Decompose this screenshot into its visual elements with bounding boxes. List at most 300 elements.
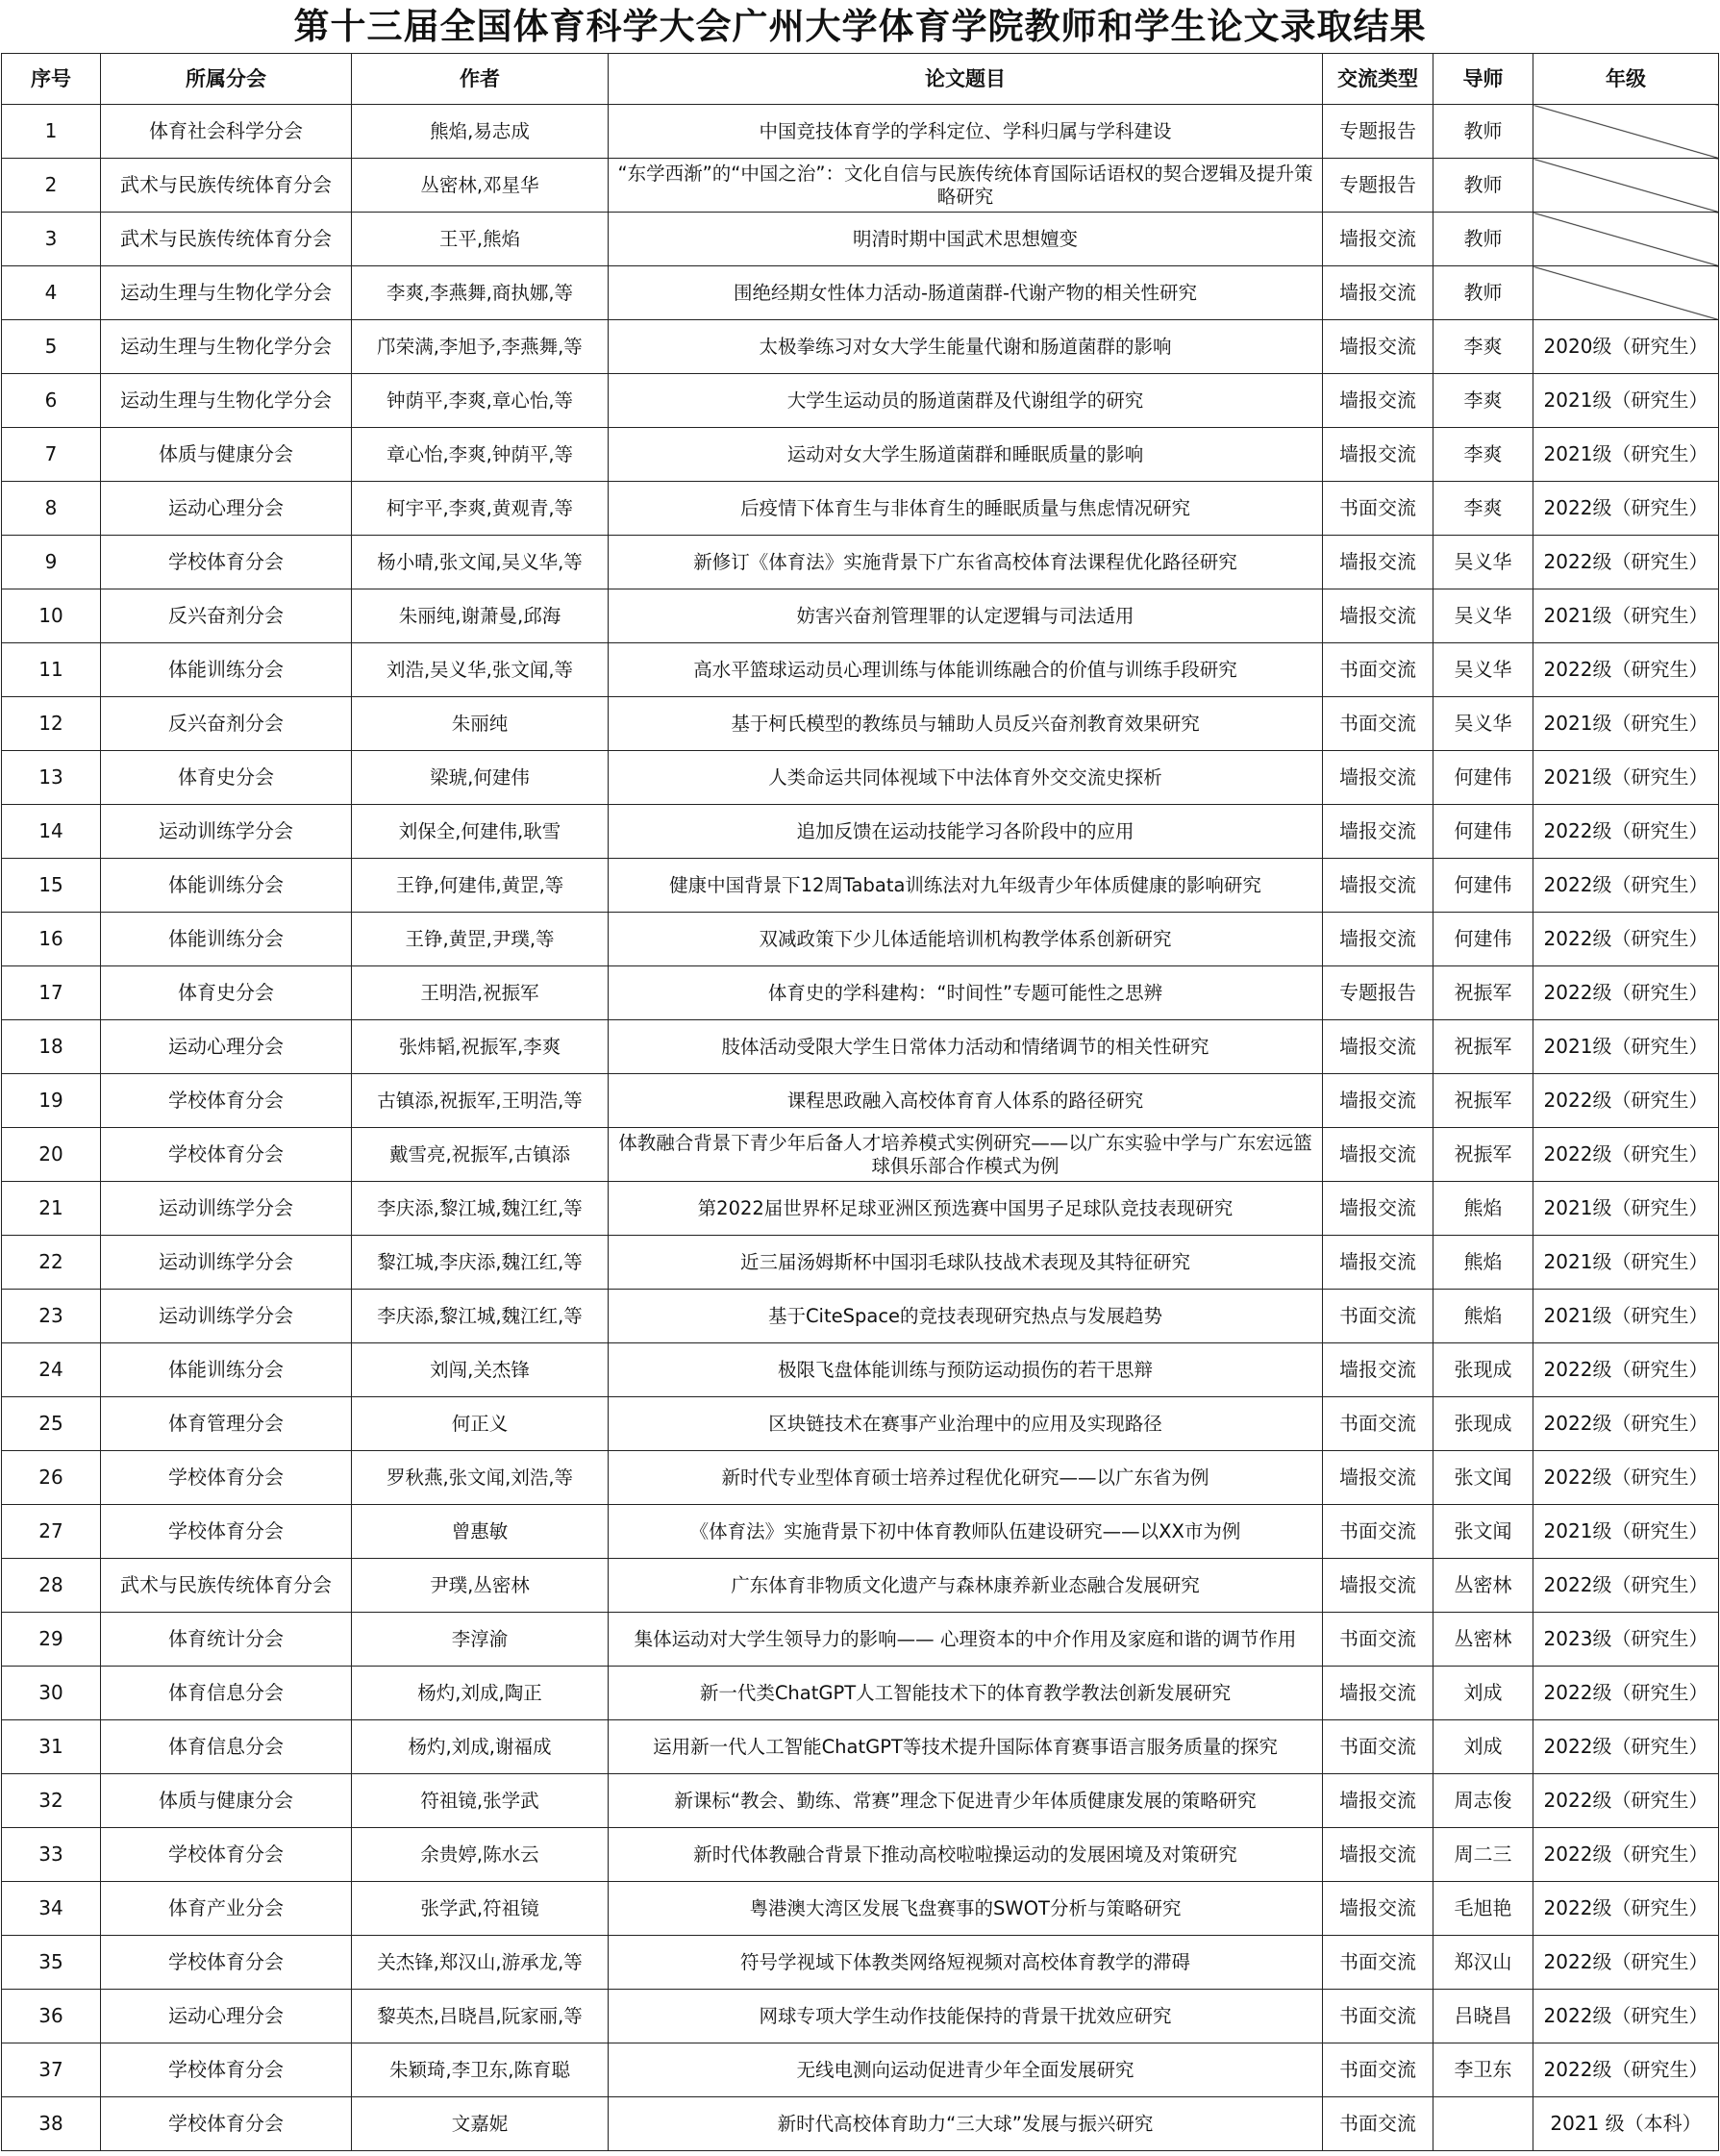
cell-branch: 运动心理分会: [101, 1020, 352, 1074]
cell-type: 墙报交流: [1323, 589, 1433, 643]
table-row: [2, 697, 1719, 751]
table-row: [2, 2043, 1719, 2097]
table-row: [2, 1990, 1719, 2043]
cell-authors: 曾惠敏: [352, 1505, 609, 1559]
table-row: [2, 643, 1719, 697]
cell-no: 29: [2, 1613, 101, 1667]
cell-authors: 杨小晴,张文闻,吴义华,等: [352, 536, 609, 589]
cell-no: 31: [2, 1720, 101, 1774]
cell-title: 体育史的学科建构：“时间性”专题可能性之思辨: [609, 966, 1323, 1020]
cell-no: 38: [2, 2097, 101, 2151]
cell-type: 墙报交流: [1323, 213, 1433, 266]
cell-branch: 学校体育分会: [101, 1074, 352, 1128]
cell-authors: 朱丽纯,谢萧曼,邱海: [352, 589, 609, 643]
table-row: [2, 1343, 1719, 1397]
cell-title: 近三届汤姆斯杯中国羽毛球队技战术表现及其特征研究: [609, 1236, 1323, 1290]
cell-type: 墙报交流: [1323, 1828, 1433, 1882]
cell-branch: 学校体育分会: [101, 1828, 352, 1882]
cell-advisor: 祝振军: [1433, 1020, 1533, 1074]
cell-advisor: 刘成: [1433, 1720, 1533, 1774]
cell-title: 无线电测向运动促进青少年全面发展研究: [609, 2043, 1323, 2097]
cell-no: 36: [2, 1990, 101, 2043]
cell-branch: 反兴奋剂分会: [101, 589, 352, 643]
cell-grade: 2022级（研究生）: [1533, 859, 1719, 913]
cell-title: 粤港澳大湾区发展飞盘赛事的SWOT分析与策略研究: [609, 1882, 1323, 1936]
cell-title: 广东体育非物质文化遗产与森林康养新业态融合发展研究: [609, 1559, 1323, 1613]
table-row: [2, 159, 1719, 213]
cell-branch: 体育产业分会: [101, 1882, 352, 1936]
cell-grade: 2021级（研究生）: [1533, 428, 1719, 482]
cell-branch: 学校体育分会: [101, 536, 352, 589]
cell-advisor: 张现成: [1433, 1343, 1533, 1397]
cell-advisor: 何建伟: [1433, 805, 1533, 859]
table-row: [2, 805, 1719, 859]
cell-type: 墙报交流: [1323, 1774, 1433, 1828]
cell-advisor: 郑汉山: [1433, 1936, 1533, 1990]
cell-grade: 2022级（研究生）: [1533, 2043, 1719, 2097]
cell-no: 10: [2, 589, 101, 643]
cell-authors: 杨灼,刘成,谢福成: [352, 1720, 609, 1774]
cell-advisor: 毛旭艳: [1433, 1882, 1533, 1936]
cell-title: 新修订《体育法》实施背景下广东省高校体育法课程优化路径研究: [609, 536, 1323, 589]
cell-no: 23: [2, 1290, 101, 1343]
cell-grade: 2021级（研究生）: [1533, 374, 1719, 428]
table-row: [2, 1128, 1719, 1182]
cell-advisor: 吴义华: [1433, 536, 1533, 589]
header-grade: 年级: [1533, 54, 1719, 105]
cell-authors: 李爽,李燕舞,商执娜,等: [352, 266, 609, 320]
table-row: [2, 1936, 1719, 1990]
cell-title: 运动对女大学生肠道菌群和睡眠质量的影响: [609, 428, 1323, 482]
table-row: [2, 374, 1719, 428]
cell-title: 《体育法》实施背景下初中体育教师队伍建设研究——以XX市为例: [609, 1505, 1323, 1559]
results-table: [1, 53, 1719, 2151]
cell-branch: 体育信息分会: [101, 1720, 352, 1774]
cell-branch: 运动训练学分会: [101, 1290, 352, 1343]
cell-no: 34: [2, 1882, 101, 1936]
table-row: [2, 1882, 1719, 1936]
cell-no: 8: [2, 482, 101, 536]
cell-type: 专题报告: [1323, 966, 1433, 1020]
cell-no: 30: [2, 1667, 101, 1720]
cell-authors: 关杰锋,郑汉山,游承龙,等: [352, 1936, 609, 1990]
cell-grade: 2022级（研究生）: [1533, 1882, 1719, 1936]
cell-authors: 黎江城,李庆添,魏江红,等: [352, 1236, 609, 1290]
cell-grade: 2022级（研究生）: [1533, 1343, 1719, 1397]
cell-branch: 体能训练分会: [101, 913, 352, 966]
cell-advisor: 吴义华: [1433, 589, 1533, 643]
cell-grade: 2022级（研究生）: [1533, 482, 1719, 536]
cell-advisor: 张现成: [1433, 1397, 1533, 1451]
cell-branch: 运动生理与生物化学分会: [101, 320, 352, 374]
cell-authors: 王铮,黄罡,尹璞,等: [352, 913, 609, 966]
cell-branch: 反兴奋剂分会: [101, 697, 352, 751]
cell-branch: 体育统计分会: [101, 1613, 352, 1667]
cell-authors: 章心怡,李爽,钟荫平,等: [352, 428, 609, 482]
cell-title: 太极拳练习对女大学生能量代谢和肠道菌群的影响: [609, 320, 1323, 374]
cell-title: 极限飞盘体能训练与预防运动损伤的若干思辩: [609, 1343, 1323, 1397]
cell-branch: 体育史分会: [101, 751, 352, 805]
cell-title: 新一代类ChatGPT人工智能技术下的体育教学教法创新发展研究: [609, 1667, 1323, 1720]
cell-advisor: 刘成: [1433, 1667, 1533, 1720]
header-title: 论文题目: [609, 54, 1323, 105]
cell-advisor: 李爽: [1433, 482, 1533, 536]
cell-title: 运用新一代人工智能ChatGPT等技术提升国际体育赛事语言服务质量的探究: [609, 1720, 1323, 1774]
cell-type: 书面交流: [1323, 1397, 1433, 1451]
cell-no: 37: [2, 2043, 101, 2097]
cell-authors: 尹璞,丛密林: [352, 1559, 609, 1613]
cell-grade: 2021级（研究生）: [1533, 751, 1719, 805]
cell-authors: 黎英杰,吕晓昌,阮家丽,等: [352, 1990, 609, 2043]
cell-advisor: 周志俊: [1433, 1774, 1533, 1828]
cell-type: 墙报交流: [1323, 805, 1433, 859]
cell-no: 22: [2, 1236, 101, 1290]
cell-title: 新课标“教会、勤练、常赛”理念下促进青少年体质健康发展的策略研究: [609, 1774, 1323, 1828]
cell-title: 健康中国背景下12周Tabata训练法对九年级青少年体质健康的影响研究: [609, 859, 1323, 913]
table-row: [2, 1667, 1719, 1720]
cell-authors: 李淳渝: [352, 1613, 609, 1667]
cell-authors: 刘浩,吴义华,张文闻,等: [352, 643, 609, 697]
cell-type: 书面交流: [1323, 1505, 1433, 1559]
cell-type: 墙报交流: [1323, 913, 1433, 966]
table-row: [2, 1397, 1719, 1451]
cell-type: 专题报告: [1323, 159, 1433, 213]
cell-branch: 运动生理与生物化学分会: [101, 374, 352, 428]
cell-title: 明清时期中国武术思想嬗变: [609, 213, 1323, 266]
cell-authors: 王明浩,祝振军: [352, 966, 609, 1020]
cell-branch: 学校体育分会: [101, 1451, 352, 1505]
cell-advisor: 吴义华: [1433, 697, 1533, 751]
cell-no: 33: [2, 1828, 101, 1882]
cell-type: 墙报交流: [1323, 536, 1433, 589]
cell-no: 9: [2, 536, 101, 589]
cell-branch: 武术与民族传统体育分会: [101, 159, 352, 213]
cell-branch: 学校体育分会: [101, 1936, 352, 1990]
cell-type: 墙报交流: [1323, 1882, 1433, 1936]
table-row: [2, 213, 1719, 266]
cell-authors: 刘闯,关杰锋: [352, 1343, 609, 1397]
cell-advisor: 张文闻: [1433, 1451, 1533, 1505]
cell-branch: 学校体育分会: [101, 2097, 352, 2151]
page-title: 第十三届全国体育科学大会广州大学体育学院教师和学生论文录取结果: [293, 5, 1427, 47]
cell-type: 书面交流: [1323, 643, 1433, 697]
cell-no: 7: [2, 428, 101, 482]
cell-type: 墙报交流: [1323, 751, 1433, 805]
cell-type: 书面交流: [1323, 1613, 1433, 1667]
header-advisor: 导师: [1433, 54, 1533, 105]
cell-authors: 钟荫平,李爽,章心怡,等: [352, 374, 609, 428]
cell-authors: 张学武,符祖镜: [352, 1882, 609, 1936]
cell-title: 大学生运动员的肠道菌群及代谢组学的研究: [609, 374, 1323, 428]
cell-type: 书面交流: [1323, 1936, 1433, 1990]
cell-title: 集体运动对大学生领导力的影响—— 心理资本的中介作用及家庭和谐的调节作用: [609, 1613, 1323, 1667]
table-row: [2, 859, 1719, 913]
table-row: [2, 589, 1719, 643]
cell-branch: 体育社会科学分会: [101, 105, 352, 159]
cell-grade: 2022级（研究生）: [1533, 1451, 1719, 1505]
cell-authors: 文嘉妮: [352, 2097, 609, 2151]
cell-authors: 戴雪亮,祝振军,古镇添: [352, 1128, 609, 1182]
cell-type: 墙报交流: [1323, 266, 1433, 320]
cell-advisor: 祝振军: [1433, 1128, 1533, 1182]
cell-advisor: 熊焰: [1433, 1290, 1533, 1343]
table-row: [2, 1074, 1719, 1128]
cell-type: 书面交流: [1323, 1720, 1433, 1774]
cell-no: 26: [2, 1451, 101, 1505]
table-row: [2, 1451, 1719, 1505]
cell-authors: 古镇添,祝振军,王明浩,等: [352, 1074, 609, 1128]
cell-title: 基于CiteSpace的竞技表现研究热点与发展趋势: [609, 1290, 1323, 1343]
cell-authors: 丛密林,邓星华: [352, 159, 609, 213]
cell-title: 区块链技术在赛事产业治理中的应用及实现路径: [609, 1397, 1323, 1451]
cell-grade: 2021级（研究生）: [1533, 1290, 1719, 1343]
table-row: [2, 1828, 1719, 1882]
cell-no: 17: [2, 966, 101, 1020]
cell-branch: 武术与民族传统体育分会: [101, 213, 352, 266]
table-row: [2, 2097, 1719, 2151]
cell-authors: 杨灼,刘成,陶正: [352, 1667, 609, 1720]
cell-authors: 余贵婷,陈水云: [352, 1828, 609, 1882]
cell-type: 书面交流: [1323, 1290, 1433, 1343]
cell-type: 书面交流: [1323, 697, 1433, 751]
cell-branch: 学校体育分会: [101, 1128, 352, 1182]
cell-no: 18: [2, 1020, 101, 1074]
cell-branch: 体育管理分会: [101, 1397, 352, 1451]
cell-no: 11: [2, 643, 101, 697]
cell-grade: 2021 级（本科）: [1533, 2097, 1719, 2151]
cell-type: 专题报告: [1323, 105, 1433, 159]
cell-grade-empty: [1533, 213, 1719, 266]
cell-branch: 体质与健康分会: [101, 1774, 352, 1828]
cell-grade: 2022级（研究生）: [1533, 1397, 1719, 1451]
table-row: [2, 320, 1719, 374]
cell-no: 16: [2, 913, 101, 966]
cell-branch: 运动训练学分会: [101, 1182, 352, 1236]
cell-grade: 2021级（研究生）: [1533, 1182, 1719, 1236]
cell-type: 墙报交流: [1323, 1236, 1433, 1290]
cell-grade: 2022级（研究生）: [1533, 1828, 1719, 1882]
cell-branch: 学校体育分会: [101, 2043, 352, 2097]
cell-authors: 王平,熊焰: [352, 213, 609, 266]
cell-no: 32: [2, 1774, 101, 1828]
header-branch: 所属分会: [101, 54, 352, 105]
cell-authors: 张炜韬,祝振军,李爽: [352, 1020, 609, 1074]
cell-type: 书面交流: [1323, 2097, 1433, 2151]
cell-no: 15: [2, 859, 101, 913]
table-row: [2, 913, 1719, 966]
cell-title: 基于柯氏模型的教练员与辅助人员反兴奋剂教育效果研究: [609, 697, 1323, 751]
cell-branch: 学校体育分会: [101, 1505, 352, 1559]
cell-grade: 2021级（研究生）: [1533, 1020, 1719, 1074]
cell-authors: 符祖镜,张学武: [352, 1774, 609, 1828]
cell-grade: 2022级（研究生）: [1533, 1559, 1719, 1613]
cell-grade: 2022级（研究生）: [1533, 1720, 1719, 1774]
cell-authors: 朱丽纯: [352, 697, 609, 751]
cell-advisor: [1433, 2097, 1533, 2151]
cell-no: 25: [2, 1397, 101, 1451]
header-no: 序号: [2, 54, 101, 105]
cell-no: 19: [2, 1074, 101, 1128]
cell-grade: 2021级（研究生）: [1533, 1505, 1719, 1559]
cell-title: 课程思政融入高校体育育人体系的路径研究: [609, 1074, 1323, 1128]
cell-title: 体教融合背景下青少年后备人才培养模式实例研究——以广东实验中学与广东宏远篮球俱乐部合作模式为例: [609, 1128, 1323, 1182]
cell-grade: 2022级（研究生）: [1533, 643, 1719, 697]
cell-type: 墙报交流: [1323, 374, 1433, 428]
table-row: [2, 1236, 1719, 1290]
cell-advisor: 何建伟: [1433, 751, 1533, 805]
cell-advisor: 李爽: [1433, 428, 1533, 482]
cell-advisor: 祝振军: [1433, 1074, 1533, 1128]
cell-advisor: 教师: [1433, 159, 1533, 213]
cell-title: 新时代高校体育助力“三大球”发展与振兴研究: [609, 2097, 1323, 2151]
cell-type: 墙报交流: [1323, 1020, 1433, 1074]
cell-grade: 2021级（研究生）: [1533, 589, 1719, 643]
cell-branch: 体质与健康分会: [101, 428, 352, 482]
cell-branch: 体育信息分会: [101, 1667, 352, 1720]
table-header-row: [2, 54, 1719, 105]
cell-type: 书面交流: [1323, 1990, 1433, 2043]
cell-grade: 2022级（研究生）: [1533, 1990, 1719, 2043]
cell-no: 27: [2, 1505, 101, 1559]
cell-title: 新时代专业型体育硕士培养过程优化研究——以广东省为例: [609, 1451, 1323, 1505]
cell-title: 双减政策下少儿体适能培训机构教学体系创新研究: [609, 913, 1323, 966]
cell-no: 12: [2, 697, 101, 751]
cell-authors: 王铮,何建伟,黄罡,等: [352, 859, 609, 913]
cell-no: 21: [2, 1182, 101, 1236]
cell-grade: 2021级（研究生）: [1533, 1236, 1719, 1290]
cell-no: 4: [2, 266, 101, 320]
table-row: [2, 1020, 1719, 1074]
cell-branch: 体能训练分会: [101, 1343, 352, 1397]
cell-advisor: 教师: [1433, 213, 1533, 266]
cell-no: 13: [2, 751, 101, 805]
cell-type: 墙报交流: [1323, 1128, 1433, 1182]
cell-grade: 2022级（研究生）: [1533, 1128, 1719, 1182]
cell-branch: 运动心理分会: [101, 1990, 352, 2043]
cell-no: 14: [2, 805, 101, 859]
cell-advisor: 教师: [1433, 266, 1533, 320]
cell-no: 2: [2, 159, 101, 213]
cell-authors: 熊焰,易志成: [352, 105, 609, 159]
table-row: [2, 1505, 1719, 1559]
cell-advisor: 何建伟: [1433, 913, 1533, 966]
cell-grade-empty: [1533, 159, 1719, 213]
cell-advisor: 祝振军: [1433, 966, 1533, 1020]
cell-grade: 2022级（研究生）: [1533, 1667, 1719, 1720]
cell-type: 墙报交流: [1323, 1343, 1433, 1397]
table-row: [2, 105, 1719, 159]
cell-type: 书面交流: [1323, 2043, 1433, 2097]
cell-title: “东学西渐”的“中国之治”：文化自信与民族传统体育国际话语权的契合逻辑及提升策略研究: [609, 159, 1323, 213]
cell-grade: 2022级（研究生）: [1533, 805, 1719, 859]
cell-authors: 刘保全,何建伟,耿雪: [352, 805, 609, 859]
cell-advisor: 教师: [1433, 105, 1533, 159]
cell-no: 5: [2, 320, 101, 374]
cell-branch: 体育史分会: [101, 966, 352, 1020]
cell-branch: 运动训练学分会: [101, 1236, 352, 1290]
cell-branch: 运动生理与生物化学分会: [101, 266, 352, 320]
cell-grade-empty: [1533, 105, 1719, 159]
cell-advisor: 李爽: [1433, 374, 1533, 428]
cell-authors: 何正义: [352, 1397, 609, 1451]
cell-title: 新时代体教融合背景下推动高校啦啦操运动的发展困境及对策研究: [609, 1828, 1323, 1882]
cell-authors: 李庆添,黎江城,魏江红,等: [352, 1182, 609, 1236]
table-row: [2, 1182, 1719, 1236]
cell-advisor: 丛密林: [1433, 1613, 1533, 1667]
table-row: [2, 482, 1719, 536]
cell-grade: 2022级（研究生）: [1533, 1074, 1719, 1128]
cell-title: 中国竞技体育学的学科定位、学科归属与学科建设: [609, 105, 1323, 159]
cell-authors: 梁琥,何建伟: [352, 751, 609, 805]
cell-title: 人类命运共同体视域下中法体育外交交流史探析: [609, 751, 1323, 805]
cell-type: 墙报交流: [1323, 320, 1433, 374]
cell-authors: 罗秋燕,张文闻,刘浩,等: [352, 1451, 609, 1505]
cell-no: 6: [2, 374, 101, 428]
cell-advisor: 李爽: [1433, 320, 1533, 374]
cell-grade: 2022级（研究生）: [1533, 536, 1719, 589]
cell-branch: 体能训练分会: [101, 859, 352, 913]
table-row: [2, 1559, 1719, 1613]
cell-advisor: 吴义华: [1433, 643, 1533, 697]
cell-type: 书面交流: [1323, 482, 1433, 536]
cell-no: 24: [2, 1343, 101, 1397]
cell-title: 肢体活动受限大学生日常体力活动和情绪调节的相关性研究: [609, 1020, 1323, 1074]
cell-branch: 武术与民族传统体育分会: [101, 1559, 352, 1613]
cell-title: 第2022届世界杯足球亚洲区预选赛中国男子足球队竞技表现研究: [609, 1182, 1323, 1236]
table-row: [2, 1290, 1719, 1343]
cell-no: 3: [2, 213, 101, 266]
cell-grade: 2022级（研究生）: [1533, 1774, 1719, 1828]
cell-grade: 2022级（研究生）: [1533, 966, 1719, 1020]
cell-authors: 柯宇平,李爽,黄观青,等: [352, 482, 609, 536]
cell-title: 网球专项大学生动作技能保持的背景干扰效应研究: [609, 1990, 1323, 2043]
table-row: [2, 1774, 1719, 1828]
cell-no: 35: [2, 1936, 101, 1990]
cell-title: 后疫情下体育生与非体育生的睡眠质量与焦虑情况研究: [609, 482, 1323, 536]
cell-grade-empty: [1533, 266, 1719, 320]
cell-no: 20: [2, 1128, 101, 1182]
cell-grade: 2022级（研究生）: [1533, 1936, 1719, 1990]
cell-advisor: 周二三: [1433, 1828, 1533, 1882]
table-row: [2, 966, 1719, 1020]
cell-grade: 2022级（研究生）: [1533, 913, 1719, 966]
cell-advisor: 张文闻: [1433, 1505, 1533, 1559]
table-row: [2, 1613, 1719, 1667]
cell-grade: 2023级（研究生）: [1533, 1613, 1719, 1667]
cell-type: 墙报交流: [1323, 1451, 1433, 1505]
cell-advisor: 吕晓昌: [1433, 1990, 1533, 2043]
cell-type: 墙报交流: [1323, 1559, 1433, 1613]
table-row: [2, 536, 1719, 589]
cell-advisor: 李卫东: [1433, 2043, 1533, 2097]
cell-grade: 2021级（研究生）: [1533, 697, 1719, 751]
cell-branch: 体能训练分会: [101, 643, 352, 697]
cell-authors: 朱颖琦,李卫东,陈育聪: [352, 2043, 609, 2097]
table-row: [2, 428, 1719, 482]
cell-advisor: 熊焰: [1433, 1236, 1533, 1290]
cell-grade: 2020级（研究生）: [1533, 320, 1719, 374]
table-row: [2, 1720, 1719, 1774]
table-row: [2, 751, 1719, 805]
cell-authors: 李庆添,黎江城,魏江红,等: [352, 1290, 609, 1343]
table-row: [2, 266, 1719, 320]
cell-advisor: 丛密林: [1433, 1559, 1533, 1613]
cell-no: 1: [2, 105, 101, 159]
cell-advisor: 何建伟: [1433, 859, 1533, 913]
cell-type: 墙报交流: [1323, 1074, 1433, 1128]
cell-title: 围绝经期女性体力活动-肠道菌群-代谢产物的相关性研究: [609, 266, 1323, 320]
cell-type: 墙报交流: [1323, 1182, 1433, 1236]
